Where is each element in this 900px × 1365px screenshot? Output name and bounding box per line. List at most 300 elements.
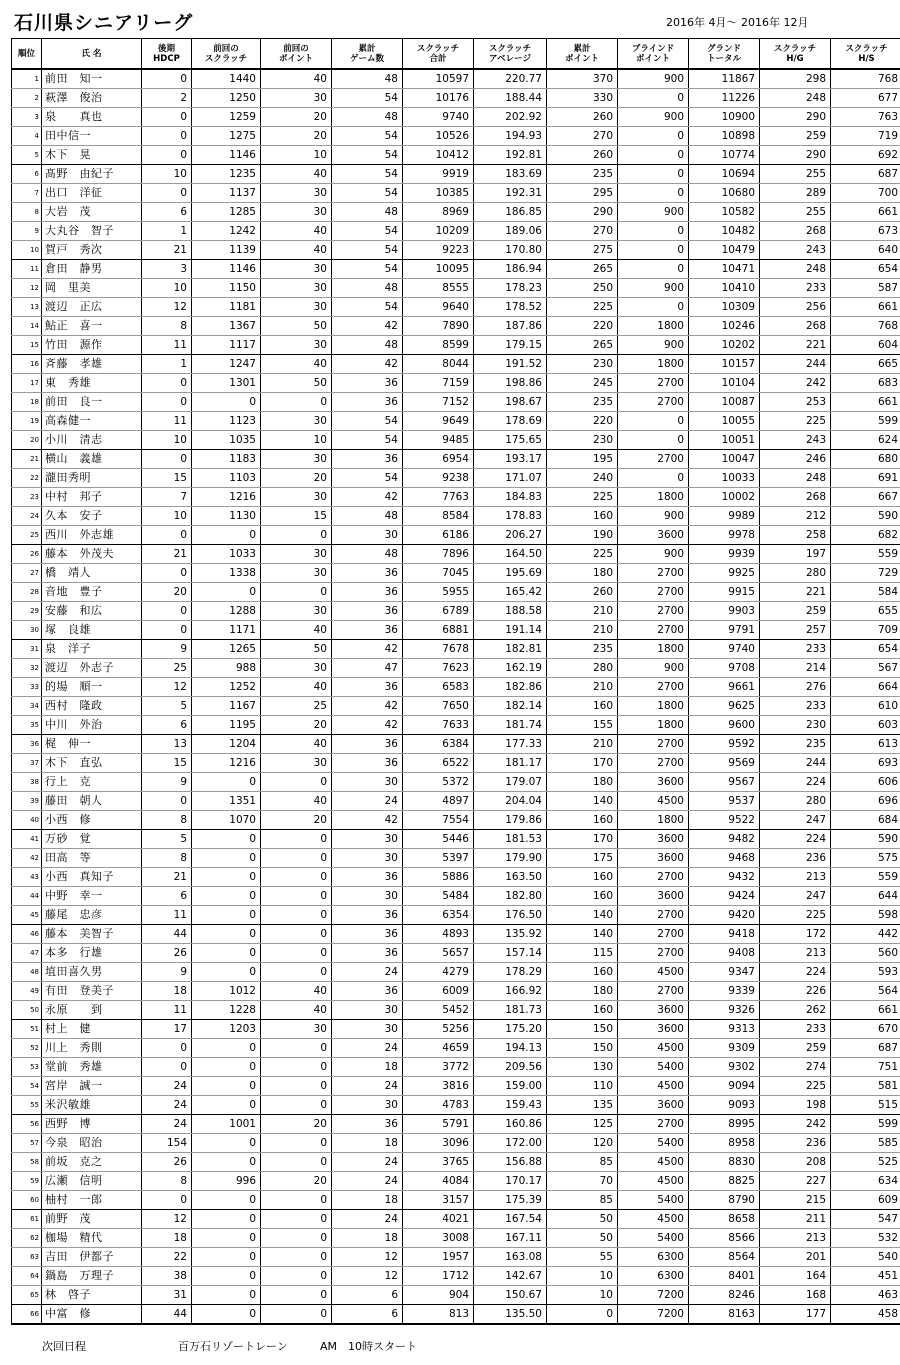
value-cell: 135.92 <box>474 925 547 944</box>
value-cell: 47 <box>332 659 403 678</box>
value-cell: 5452 <box>403 1001 474 1020</box>
value-cell: 2700 <box>618 583 689 602</box>
value-cell: 208 <box>760 1153 831 1172</box>
value-cell: 140 <box>547 792 618 811</box>
column-header: 累計 ゲーム数 <box>332 39 403 70</box>
value-cell: 164.50 <box>474 545 547 564</box>
value-cell: 120 <box>547 1134 618 1153</box>
rank-cell: 1 <box>12 69 42 89</box>
value-cell: 0 <box>261 393 332 412</box>
value-cell: 194.93 <box>474 127 547 146</box>
value-cell: 48 <box>332 108 403 127</box>
value-cell: 0 <box>618 89 689 108</box>
value-cell: 160 <box>547 887 618 906</box>
value-cell: 24 <box>332 1153 403 1172</box>
value-cell: 0 <box>261 868 332 887</box>
table-row <box>12 773 900 792</box>
value-cell: 236 <box>760 849 831 868</box>
column-header: 累計 ポイント <box>547 39 618 70</box>
value-cell: 30 <box>261 279 332 298</box>
value-cell: 0 <box>261 1229 332 1248</box>
value-cell: 197 <box>760 545 831 564</box>
value-cell: 10 <box>547 1286 618 1305</box>
value-cell: 7763 <box>403 488 474 507</box>
value-cell: 36 <box>332 393 403 412</box>
value-cell: 181.73 <box>474 1001 547 1020</box>
value-cell: 187.86 <box>474 317 547 336</box>
value-cell: 8830 <box>689 1153 760 1172</box>
value-cell: 242 <box>760 374 831 393</box>
table-row <box>12 925 900 944</box>
value-cell: 4659 <box>403 1039 474 1058</box>
value-cell: 9661 <box>689 678 760 697</box>
value-cell: 265 <box>547 336 618 355</box>
value-cell: 20 <box>261 811 332 830</box>
value-cell: 20 <box>261 108 332 127</box>
value-cell: 9408 <box>689 944 760 963</box>
value-cell: 8163 <box>689 1305 760 1325</box>
value-cell: 230 <box>760 716 831 735</box>
value-cell: 42 <box>332 488 403 507</box>
value-cell: 0 <box>618 469 689 488</box>
value-cell: 584 <box>831 583 900 602</box>
value-cell: 42 <box>332 716 403 735</box>
rank-cell: 26 <box>12 545 42 564</box>
value-cell: 54 <box>332 298 403 317</box>
value-cell: 763 <box>831 108 900 127</box>
rank-cell: 37 <box>12 754 42 773</box>
value-cell: 2700 <box>618 906 689 925</box>
value-cell: 110 <box>547 1077 618 1096</box>
value-cell: 585 <box>831 1134 900 1153</box>
value-cell: 15 <box>261 507 332 526</box>
value-cell: 5397 <box>403 849 474 868</box>
footer-start-time: AM 10時スタート <box>320 1340 418 1353</box>
name-cell: 柚村 一郎 <box>42 1191 142 1210</box>
table-row <box>12 431 900 450</box>
name-cell: 中野 幸一 <box>42 887 142 906</box>
name-cell: 前田 知一 <box>42 69 142 89</box>
value-cell: 9424 <box>689 887 760 906</box>
value-cell: 1123 <box>192 412 261 431</box>
name-cell: 瀧田秀明 <box>42 469 142 488</box>
value-cell: 258 <box>760 526 831 545</box>
value-cell: 25 <box>261 697 332 716</box>
value-cell: 1800 <box>618 317 689 336</box>
value-cell: 20 <box>142 583 192 602</box>
table-row <box>12 355 900 374</box>
value-cell: 186.94 <box>474 260 547 279</box>
value-cell: 3600 <box>618 1001 689 1020</box>
value-cell: 6 <box>142 716 192 735</box>
name-cell: 前野 茂 <box>42 1210 142 1229</box>
value-cell: 150 <box>547 1039 618 1058</box>
column-header: 前回の スクラッチ <box>192 39 261 70</box>
name-cell: 村上 健 <box>42 1020 142 1039</box>
value-cell: 1181 <box>192 298 261 317</box>
value-cell: 0 <box>142 1191 192 1210</box>
value-cell: 664 <box>831 678 900 697</box>
value-cell: 11867 <box>689 69 760 89</box>
value-cell: 225 <box>547 298 618 317</box>
value-cell: 274 <box>760 1058 831 1077</box>
value-cell: 175.20 <box>474 1020 547 1039</box>
name-cell: 音地 豊子 <box>42 583 142 602</box>
value-cell: 0 <box>261 849 332 868</box>
value-cell: 525 <box>831 1153 900 1172</box>
value-cell: 6789 <box>403 602 474 621</box>
value-cell: 160 <box>547 811 618 830</box>
value-cell: 667 <box>831 488 900 507</box>
value-cell: 6954 <box>403 450 474 469</box>
value-cell: 644 <box>831 887 900 906</box>
rank-cell: 18 <box>12 393 42 412</box>
name-cell: 今泉 昭治 <box>42 1134 142 1153</box>
name-cell: 田中信一 <box>42 127 142 146</box>
rank-cell: 12 <box>12 279 42 298</box>
footer-next-schedule-label: 次回日程 <box>42 1340 86 1353</box>
value-cell: 10 <box>142 431 192 450</box>
table-row <box>12 1115 900 1134</box>
value-cell: 9925 <box>689 564 760 583</box>
value-cell: 191.14 <box>474 621 547 640</box>
value-cell: 900 <box>618 108 689 127</box>
value-cell: 30 <box>261 564 332 583</box>
value-cell: 236 <box>760 1134 831 1153</box>
value-cell: 42 <box>332 640 403 659</box>
value-cell: 451 <box>831 1267 900 1286</box>
value-cell: 696 <box>831 792 900 811</box>
rank-cell: 13 <box>12 298 42 317</box>
value-cell: 8566 <box>689 1229 760 1248</box>
value-cell: 8044 <box>403 355 474 374</box>
value-cell: 159.43 <box>474 1096 547 1115</box>
value-cell: 175.65 <box>474 431 547 450</box>
name-cell: 永原 到 <box>42 1001 142 1020</box>
value-cell: 0 <box>261 1191 332 1210</box>
value-cell: 42 <box>332 317 403 336</box>
value-cell: 6009 <box>403 982 474 1001</box>
value-cell: 692 <box>831 146 900 165</box>
value-cell: 20 <box>261 1115 332 1134</box>
value-cell: 3765 <box>403 1153 474 1172</box>
name-cell: 安藤 和広 <box>42 602 142 621</box>
value-cell: 10410 <box>689 279 760 298</box>
value-cell: 0 <box>142 108 192 127</box>
value-cell: 225 <box>547 488 618 507</box>
value-cell: 0 <box>618 222 689 241</box>
rank-cell: 16 <box>12 355 42 374</box>
value-cell: 6186 <box>403 526 474 545</box>
value-cell: 2 <box>142 89 192 108</box>
table-row <box>12 754 900 773</box>
value-cell: 30 <box>261 336 332 355</box>
value-cell: 0 <box>261 526 332 545</box>
table-row <box>12 336 900 355</box>
value-cell: 11 <box>142 336 192 355</box>
table-row <box>12 412 900 431</box>
value-cell: 54 <box>332 89 403 108</box>
rank-cell: 49 <box>12 982 42 1001</box>
value-cell: 30 <box>261 545 332 564</box>
value-cell: 183.69 <box>474 165 547 184</box>
value-cell: 1035 <box>192 431 261 450</box>
value-cell: 10087 <box>689 393 760 412</box>
value-cell: 290 <box>547 203 618 222</box>
rank-cell: 48 <box>12 963 42 982</box>
table-row <box>12 659 900 678</box>
value-cell: 0 <box>192 1210 261 1229</box>
table-row <box>12 1096 900 1115</box>
value-cell: 5400 <box>618 1058 689 1077</box>
value-cell: 8401 <box>689 1267 760 1286</box>
value-cell: 42 <box>332 811 403 830</box>
name-cell: 萩澤 俊治 <box>42 89 142 108</box>
value-cell: 225 <box>760 906 831 925</box>
value-cell: 1242 <box>192 222 261 241</box>
value-cell: 210 <box>547 621 618 640</box>
value-cell: 235 <box>547 640 618 659</box>
value-cell: 225 <box>547 545 618 564</box>
value-cell: 5400 <box>618 1229 689 1248</box>
value-cell: 179.07 <box>474 773 547 792</box>
value-cell: 12 <box>332 1248 403 1267</box>
rank-cell: 15 <box>12 336 42 355</box>
value-cell: 8246 <box>689 1286 760 1305</box>
value-cell: 700 <box>831 184 900 203</box>
value-cell: 1117 <box>192 336 261 355</box>
value-cell: 50 <box>261 640 332 659</box>
value-cell: 7890 <box>403 317 474 336</box>
value-cell: 30 <box>261 488 332 507</box>
value-cell: 0 <box>192 963 261 982</box>
value-cell: 0 <box>192 1305 261 1325</box>
value-cell: 163.50 <box>474 868 547 887</box>
value-cell: 11 <box>142 906 192 925</box>
value-cell: 195.69 <box>474 564 547 583</box>
period-range: 2016年 4月～ 2016年 12月 <box>666 16 809 29</box>
value-cell: 21 <box>142 868 192 887</box>
value-cell: 751 <box>831 1058 900 1077</box>
value-cell: 182.81 <box>474 640 547 659</box>
value-cell: 235 <box>547 393 618 412</box>
value-cell: 0 <box>192 887 261 906</box>
value-cell: 235 <box>547 165 618 184</box>
value-cell: 10047 <box>689 450 760 469</box>
value-cell: 189.06 <box>474 222 547 241</box>
value-cell: 515 <box>831 1096 900 1115</box>
table-row <box>12 260 900 279</box>
value-cell: 206.27 <box>474 526 547 545</box>
value-cell: 170 <box>547 830 618 849</box>
value-cell: 2700 <box>618 754 689 773</box>
value-cell: 1150 <box>192 279 261 298</box>
value-cell: 0 <box>192 1039 261 1058</box>
value-cell: 156.88 <box>474 1153 547 1172</box>
value-cell: 7200 <box>618 1305 689 1325</box>
table-row <box>12 1267 900 1286</box>
value-cell: 24 <box>332 1039 403 1058</box>
value-cell: 1301 <box>192 374 261 393</box>
value-cell: 0 <box>618 127 689 146</box>
value-cell: 30 <box>332 1096 403 1115</box>
value-cell: 1338 <box>192 564 261 583</box>
value-cell: 265 <box>547 260 618 279</box>
value-cell: 581 <box>831 1077 900 1096</box>
value-cell: 36 <box>332 754 403 773</box>
value-cell: 11 <box>142 412 192 431</box>
value-cell: 0 <box>261 925 332 944</box>
rank-cell: 31 <box>12 640 42 659</box>
rank-cell: 59 <box>12 1172 42 1191</box>
value-cell: 140 <box>547 906 618 925</box>
value-cell: 54 <box>332 127 403 146</box>
value-cell: 36 <box>332 925 403 944</box>
value-cell: 661 <box>831 298 900 317</box>
name-cell: 中川 外治 <box>42 716 142 735</box>
value-cell: 10482 <box>689 222 760 241</box>
name-cell: 前坂 克之 <box>42 1153 142 1172</box>
value-cell: 0 <box>261 887 332 906</box>
value-cell: 180 <box>547 982 618 1001</box>
value-cell: 170 <box>547 754 618 773</box>
value-cell: 18 <box>332 1229 403 1248</box>
rank-cell: 27 <box>12 564 42 583</box>
value-cell: 9 <box>142 773 192 792</box>
value-cell: 10471 <box>689 260 760 279</box>
rank-cell: 32 <box>12 659 42 678</box>
value-cell: 2700 <box>618 868 689 887</box>
value-cell: 677 <box>831 89 900 108</box>
value-cell: 0 <box>261 1134 332 1153</box>
value-cell: 8 <box>142 849 192 868</box>
value-cell: 8969 <box>403 203 474 222</box>
page-title: 石川県シニアリーグ <box>14 12 194 34</box>
table-row <box>12 1153 900 1172</box>
value-cell: 246 <box>760 450 831 469</box>
value-cell: 654 <box>831 260 900 279</box>
value-cell: 665 <box>831 355 900 374</box>
value-cell: 1285 <box>192 203 261 222</box>
column-header: ブラインド ポイント <box>618 39 689 70</box>
value-cell: 900 <box>618 545 689 564</box>
rank-cell: 21 <box>12 450 42 469</box>
value-cell: 4500 <box>618 1039 689 1058</box>
value-cell: 188.44 <box>474 89 547 108</box>
value-cell: 4500 <box>618 1210 689 1229</box>
footer-venue: 百万石リゾートレーン <box>178 1340 288 1353</box>
value-cell: 54 <box>332 241 403 260</box>
value-cell: 194.13 <box>474 1039 547 1058</box>
name-cell: 岡 里美 <box>42 279 142 298</box>
value-cell: 3008 <box>403 1229 474 1248</box>
rank-cell: 62 <box>12 1229 42 1248</box>
value-cell: 175.39 <box>474 1191 547 1210</box>
value-cell: 18 <box>332 1134 403 1153</box>
value-cell: 682 <box>831 526 900 545</box>
name-cell: 行上 克 <box>42 773 142 792</box>
value-cell: 9740 <box>403 108 474 127</box>
value-cell: 85 <box>547 1191 618 1210</box>
value-cell: 54 <box>332 222 403 241</box>
rank-cell: 22 <box>12 469 42 488</box>
value-cell: 36 <box>332 564 403 583</box>
value-cell: 270 <box>547 222 618 241</box>
value-cell: 1712 <box>403 1267 474 1286</box>
value-cell: 50 <box>261 317 332 336</box>
value-cell: 655 <box>831 602 900 621</box>
value-cell: 900 <box>618 336 689 355</box>
table-row <box>12 1248 900 1267</box>
value-cell: 10582 <box>689 203 760 222</box>
value-cell: 0 <box>618 431 689 450</box>
value-cell: 11 <box>142 1001 192 1020</box>
value-cell: 3600 <box>618 849 689 868</box>
value-cell: 693 <box>831 754 900 773</box>
value-cell: 2700 <box>618 925 689 944</box>
value-cell: 1204 <box>192 735 261 754</box>
value-cell: 142.67 <box>474 1267 547 1286</box>
value-cell: 640 <box>831 241 900 260</box>
value-cell: 250 <box>547 279 618 298</box>
value-cell: 10597 <box>403 69 474 89</box>
value-cell: 192.81 <box>474 146 547 165</box>
value-cell: 54 <box>332 431 403 450</box>
value-cell: 0 <box>142 184 192 203</box>
value-cell: 1033 <box>192 545 261 564</box>
value-cell: 5484 <box>403 887 474 906</box>
value-cell: 532 <box>831 1229 900 1248</box>
value-cell: 164 <box>760 1267 831 1286</box>
value-cell: 198 <box>760 1096 831 1115</box>
table-row <box>12 868 900 887</box>
value-cell: 1800 <box>618 716 689 735</box>
value-cell: 180 <box>547 564 618 583</box>
value-cell: 24 <box>142 1077 192 1096</box>
value-cell: 0 <box>261 583 332 602</box>
column-header: スクラッチ アベレージ <box>474 39 547 70</box>
value-cell: 275 <box>547 241 618 260</box>
value-cell: 255 <box>760 165 831 184</box>
value-cell: 13 <box>142 735 192 754</box>
value-cell: 181.53 <box>474 830 547 849</box>
name-cell: 藤本 美智子 <box>42 925 142 944</box>
value-cell: 0 <box>142 564 192 583</box>
value-cell: 1235 <box>192 165 261 184</box>
column-header: 後期 HDCP <box>142 39 192 70</box>
value-cell: 10412 <box>403 146 474 165</box>
name-cell: 倉田 静男 <box>42 260 142 279</box>
value-cell: 0 <box>261 1210 332 1229</box>
value-cell: 7633 <box>403 716 474 735</box>
value-cell: 175 <box>547 849 618 868</box>
value-cell: 54 <box>332 469 403 488</box>
value-cell: 224 <box>760 830 831 849</box>
value-cell: 559 <box>831 545 900 564</box>
value-cell: 160.86 <box>474 1115 547 1134</box>
value-cell: 157.14 <box>474 944 547 963</box>
value-cell: 8 <box>142 1172 192 1191</box>
name-cell: 小西 修 <box>42 811 142 830</box>
value-cell: 900 <box>618 507 689 526</box>
table-row <box>12 1058 900 1077</box>
value-cell: 230 <box>547 355 618 374</box>
value-cell: 0 <box>261 830 332 849</box>
value-cell: 160 <box>547 697 618 716</box>
value-cell: 36 <box>332 982 403 1001</box>
value-cell: 1070 <box>192 811 261 830</box>
value-cell: 50 <box>547 1229 618 1248</box>
